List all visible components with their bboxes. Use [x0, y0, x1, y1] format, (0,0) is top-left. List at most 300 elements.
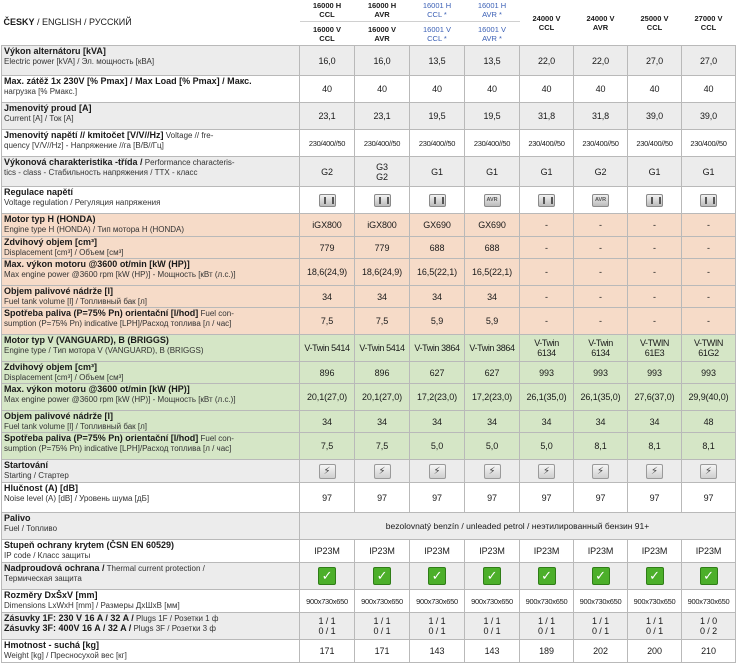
value-cell: 627 [410, 362, 465, 384]
value-cell [628, 563, 682, 590]
row-label [2, 335, 300, 362]
value-cell: 1 / 0 0 / 2 [682, 613, 736, 640]
table-row [2, 103, 736, 130]
row-label-line [4, 484, 297, 494]
checkmark-icon: ✓ [592, 567, 610, 585]
value-cell: - [520, 286, 574, 308]
row-label-inline: Fuel con- [198, 309, 234, 318]
row-label-sub: Weight [kg] / Пресносухой вес [кг] [4, 650, 127, 660]
value-cell: V-Twin 6134 [520, 335, 574, 362]
value-cell: 7,5 [355, 433, 410, 460]
row-label-line [4, 104, 297, 114]
value-cell: 34 [355, 286, 410, 308]
value-cell: 23,1 [300, 103, 355, 130]
recoil-start-icon: ⚡ [700, 464, 717, 479]
value-cell [355, 187, 410, 214]
value-cell: 1 / 1 0 / 1 [465, 613, 520, 640]
value-cell: 22,0 [574, 46, 628, 76]
value-cell: 5,0 [410, 433, 465, 460]
avr-icon: AVR [484, 194, 501, 207]
row-label-sub: Displacement [cm³] / Объем [см³] [4, 372, 124, 382]
model-name-h: 16000 H AVR [355, 0, 410, 22]
value-cell: 97 [682, 483, 736, 513]
value-cell: 210 [682, 640, 736, 663]
value-cell: V-Twin 3864 [465, 335, 520, 362]
checkmark-icon: ✓ [428, 567, 446, 585]
value-cell: 40 [682, 76, 736, 103]
row-label [2, 563, 300, 590]
row-label-sub: Fuel tank volume [l] / Топливный бак [л] [4, 421, 148, 431]
value-cell: 20,1(27,0) [355, 384, 410, 411]
value-cell: 34 [410, 286, 465, 308]
value-cell [465, 460, 520, 483]
value-cell: - [574, 286, 628, 308]
value-cell: V-Twin 5414 [355, 335, 410, 362]
row-label-line [4, 591, 297, 601]
column-header [300, 0, 355, 46]
value-cell [410, 563, 465, 590]
row-label-main: Spotřeba paliva (P=75% Pn) orientační [l/hod] [4, 433, 199, 443]
value-cell: 97 [410, 483, 465, 513]
voltage-regulation-icon [319, 194, 336, 207]
row-label-line [4, 47, 297, 57]
value-cell: 627 [465, 362, 520, 384]
value-cell: 31,8 [520, 103, 574, 130]
row-label [2, 130, 300, 157]
row-label-sub: Current [A] / Ток [A] [4, 113, 74, 123]
row-label [2, 237, 300, 259]
row-label-main: Jmenovitý proud [A] [4, 103, 92, 113]
value-cell: 7,5 [355, 308, 410, 335]
model-name-v: 24000 V CCL [532, 14, 561, 32]
voltage-regulation-icon [374, 194, 391, 207]
value-cell: IP23M [410, 540, 465, 563]
table-row [2, 46, 736, 76]
value-cell: 5,9 [410, 308, 465, 335]
regulator-bars-icon [651, 197, 661, 204]
row-label-line [4, 385, 297, 395]
voltage-regulation-icon [646, 194, 663, 207]
value-cell: 171 [355, 640, 410, 663]
value-cell [300, 460, 355, 483]
value-cell: 34 [465, 411, 520, 433]
value-cell: 1 / 1 0 / 1 [300, 613, 355, 640]
value-cell: - [628, 237, 682, 259]
value-cell: 230/400//50 [682, 130, 736, 157]
value-cell: 40 [410, 76, 465, 103]
value-cell: 688 [410, 237, 465, 259]
row-label-main: Hmotnost - suchá [kg] [4, 640, 100, 650]
recoil-start-icon: ⚡ [484, 464, 501, 479]
row-label-line [4, 215, 297, 225]
row-label-main: Startování [4, 460, 49, 470]
row-label-main: Stupeň ochrany krytem (ČSN EN 60529) [4, 540, 175, 550]
recoil-start-icon: ⚡ [592, 464, 609, 479]
row-label-main: Zdvihový objem [cm³] [4, 237, 98, 247]
checkmark-icon: ✓ [646, 567, 664, 585]
value-cell: 34 [300, 286, 355, 308]
value-cell: 143 [465, 640, 520, 663]
row-label-inline: Performance characteris- [142, 158, 235, 167]
value-cell: 171 [300, 640, 355, 663]
value-cell: 230/400//50 [628, 130, 682, 157]
row-label [2, 286, 300, 308]
table-row [2, 308, 736, 335]
value-cell: 1 / 1 0 / 1 [574, 613, 628, 640]
value-cell: - [520, 308, 574, 335]
row-label-line [4, 260, 297, 270]
regulator-bars-icon [705, 197, 715, 204]
value-cell: 8,1 [574, 433, 628, 460]
value-cell: IP23M [682, 540, 736, 563]
row-label-line [4, 564, 297, 574]
value-cell: 97 [520, 483, 574, 513]
value-cell: 34 [520, 411, 574, 433]
column-header [574, 0, 628, 46]
value-cell: 13,5 [465, 46, 520, 76]
row-label [2, 483, 300, 513]
row-label-sub: Engine type / Тип мотора V (VANGUARD), B (BRIGGS) [4, 345, 204, 355]
value-cell: 40 [574, 76, 628, 103]
value-cell: 97 [628, 483, 682, 513]
value-cell: 40 [465, 76, 520, 103]
column-header [682, 0, 736, 46]
checkmark-icon: ✓ [318, 567, 336, 585]
value-cell: 1 / 1 0 / 1 [355, 613, 410, 640]
value-cell: 993 [574, 362, 628, 384]
value-cell: - [574, 214, 628, 237]
value-cell: V-TWIN 61E3 [628, 335, 682, 362]
value-cell [520, 187, 574, 214]
model-name-h: 16000 H CCL [300, 0, 355, 22]
value-cell: - [682, 214, 736, 237]
value-cell: - [574, 237, 628, 259]
value-cell [520, 460, 574, 483]
lang-rest: / ENGLISH / РУССКИЙ [34, 17, 132, 27]
value-cell: - [628, 286, 682, 308]
column-header [520, 0, 574, 46]
row-label-line [4, 238, 297, 248]
value-cell: - [682, 286, 736, 308]
row-label-main: Výkon alternátoru [kVA] [4, 46, 106, 56]
row-label [2, 308, 300, 335]
value-cell: V-TWIN 61G2 [682, 335, 736, 362]
voltage-regulation-icon [538, 194, 555, 207]
value-cell: 230/400//50 [574, 130, 628, 157]
row-label-inline: Plugs 3F / Розетки 3 ф [131, 623, 216, 633]
recoil-start-icon: ⚡ [319, 464, 336, 479]
table-row [2, 513, 736, 540]
table-row [2, 590, 736, 613]
value-cell: 48 [682, 411, 736, 433]
value-cell: 230/400//50 [465, 130, 520, 157]
row-label-main: Palivo [4, 513, 31, 523]
value-cell: 5,9 [465, 308, 520, 335]
table-row [2, 411, 736, 433]
row-label-line [4, 309, 297, 319]
value-cell: 20,1(27,0) [300, 384, 355, 411]
row-label-main: Objem palivové nádrže [l] [4, 411, 114, 421]
voltage-regulation-icon [429, 194, 446, 207]
row-label [2, 540, 300, 563]
value-cell: 900x730x650 [682, 590, 736, 613]
value-cell: 16,5(22,1) [410, 259, 465, 286]
value-cell: - [682, 237, 736, 259]
row-label [2, 214, 300, 237]
value-cell: 97 [574, 483, 628, 513]
model-name-v: 16001 V AVR * [478, 25, 506, 43]
value-cell: 779 [355, 237, 410, 259]
value-cell: 7,5 [300, 433, 355, 460]
value-cell: 40 [355, 76, 410, 103]
value-cell [574, 563, 628, 590]
row-label-main: Jmenovitý napětí // kmitočet [V/V//Hz] [4, 130, 164, 140]
row-label-main: Zdvihový objem [cm³] [4, 362, 98, 372]
row-label [2, 460, 300, 483]
model-name-v: 24000 V AVR [586, 14, 615, 32]
row-label-line [4, 624, 297, 634]
row-label-line [4, 641, 297, 651]
row-label-main: Spotřeba paliva (P=75% Pn) orientační [l/hod] [4, 308, 199, 318]
value-cell [300, 187, 355, 214]
value-cell: 900x730x650 [465, 590, 520, 613]
value-cell: 31,8 [574, 103, 628, 130]
value-cell: V-Twin 3864 [410, 335, 465, 362]
value-cell: IP23M [355, 540, 410, 563]
recoil-start-icon: ⚡ [646, 464, 663, 479]
value-cell [410, 187, 465, 214]
model-name-v: 16000 V AVR [368, 25, 396, 43]
row-label-main: Zásuvky 1F: 230 V 16 A / 32 A / [4, 613, 134, 623]
table-row [2, 130, 736, 157]
value-cell: - [520, 237, 574, 259]
table-row [2, 214, 736, 237]
table-row [2, 460, 736, 483]
model-name-h: 16001 H AVR * [465, 0, 520, 22]
value-cell: - [574, 259, 628, 286]
table-row [2, 540, 736, 563]
row-label [2, 613, 300, 640]
row-label-line [4, 77, 297, 87]
value-cell: G1 [465, 157, 520, 187]
value-cell [410, 460, 465, 483]
row-label-main: Regulace napětí [4, 187, 74, 197]
value-cell: 189 [520, 640, 574, 663]
value-cell: 97 [355, 483, 410, 513]
value-cell: - [682, 259, 736, 286]
table-row [2, 335, 736, 362]
value-cell: G1 [628, 157, 682, 187]
row-label-main: Max. výkon motoru @3600 ot/min [kW (HP)] [4, 384, 190, 394]
checkmark-icon: ✓ [538, 567, 556, 585]
value-cell: 40 [520, 76, 574, 103]
value-cell [465, 563, 520, 590]
value-cell: 27,0 [682, 46, 736, 76]
recoil-start-icon: ⚡ [374, 464, 391, 479]
value-cell: IP23M [574, 540, 628, 563]
table-row [2, 563, 736, 590]
value-cell: 1 / 1 0 / 1 [628, 613, 682, 640]
row-label-sub: Starting / Стартер [4, 470, 69, 480]
value-cell: 39,0 [682, 103, 736, 130]
row-label-sub: sumption (P=75% Pn) indicative [LPH]/Расход топлива [л / час] [4, 443, 232, 453]
row-label-main: Nadproudová ochrana / [4, 563, 105, 573]
row-label-sub: Dimensions LxWxH [mm] / Размеры ДxШxВ [мм] [4, 600, 180, 610]
value-cell: 40 [628, 76, 682, 103]
value-cell: - [520, 259, 574, 286]
row-label-main: Motor typ V (VANGUARD), B (BRIGGS) [4, 335, 169, 345]
row-label-line [4, 541, 297, 551]
value-cell: G2 [300, 157, 355, 187]
value-cell: 230/400//50 [355, 130, 410, 157]
recoil-start-icon: ⚡ [538, 464, 555, 479]
value-cell [628, 460, 682, 483]
row-label-line [4, 434, 297, 444]
column-header [628, 0, 682, 46]
value-cell: 200 [628, 640, 682, 663]
value-cell: - [682, 308, 736, 335]
row-label [2, 187, 300, 214]
table-row [2, 157, 736, 187]
value-cell: V-Twin 6134 [574, 335, 628, 362]
table-row [2, 483, 736, 513]
row-label-sub: Engine type H (HONDA) / Тип мотора H (HONDA) [4, 224, 185, 234]
model-name-v: 16000 V CCL [313, 25, 341, 43]
row-label-main: Výkonová charakteristika -třída / [4, 157, 143, 167]
table-row [2, 384, 736, 411]
language-header [2, 0, 300, 46]
row-label-line [4, 131, 297, 141]
value-cell: 18,6(24,9) [300, 259, 355, 286]
value-cell: - [628, 308, 682, 335]
row-label-line [4, 158, 297, 168]
value-cell: 230/400//50 [300, 130, 355, 157]
voltage-regulation-icon [700, 194, 717, 207]
model-name-h: 16001 H CCL * [410, 0, 465, 22]
table-row [2, 613, 736, 640]
value-cell: - [520, 214, 574, 237]
row-label-sub: IP code / Класс защиты [4, 550, 91, 560]
row-label-sub: Fuel tank volume [l] / Топливный бак [л] [4, 296, 148, 306]
table-row [2, 640, 736, 663]
value-cell [300, 563, 355, 590]
value-cell: 993 [520, 362, 574, 384]
value-cell: 13,5 [410, 46, 465, 76]
value-cell: G3 G2 [355, 157, 410, 187]
value-cell: iGX800 [355, 214, 410, 237]
value-cell: 39,0 [628, 103, 682, 130]
row-label-inline: Fuel con- [198, 434, 234, 443]
fuel-value: bezolovnatý benzín / unleaded petrol / неэтилированный бензин 91+ [300, 513, 736, 540]
value-cell: 17,2(23,0) [465, 384, 520, 411]
row-label-sub: Voltage regulation / Регуляция напряжения [4, 197, 161, 207]
value-cell: 16,0 [355, 46, 410, 76]
value-cell: 23,1 [355, 103, 410, 130]
spec-table [1, 0, 736, 663]
row-label [2, 157, 300, 187]
value-cell: IP23M [628, 540, 682, 563]
model-name-v: 27000 V CCL [694, 14, 723, 32]
row-label-main: Rozměry DxŠxV [mm] [4, 590, 98, 600]
row-label [2, 433, 300, 460]
row-label-sub: Electric power [kVA] / Эл. мощность [кВА] [4, 56, 155, 66]
value-cell: 19,5 [465, 103, 520, 130]
value-cell: 5,0 [520, 433, 574, 460]
value-cell: 27,0 [628, 46, 682, 76]
value-cell [574, 460, 628, 483]
value-cell: - [628, 259, 682, 286]
row-label [2, 103, 300, 130]
row-label [2, 411, 300, 433]
column-header [355, 0, 410, 46]
value-cell: 97 [465, 483, 520, 513]
value-cell [465, 187, 520, 214]
row-label [2, 640, 300, 663]
value-cell: 1 / 1 0 / 1 [520, 613, 574, 640]
value-cell [682, 460, 736, 483]
value-cell: 143 [410, 640, 465, 663]
row-label-line [4, 287, 297, 297]
value-cell: 97 [300, 483, 355, 513]
value-cell: - [574, 308, 628, 335]
table-row [2, 187, 736, 214]
value-cell [355, 460, 410, 483]
value-cell: 7,5 [300, 308, 355, 335]
value-cell: 230/400//50 [410, 130, 465, 157]
value-cell: 27,6(37,0) [628, 384, 682, 411]
row-label-sub: Max engine power @3600 rpm [kW (HP)] - Мощность [кВт (л.с.)] [4, 394, 236, 404]
value-cell: 230/400//50 [520, 130, 574, 157]
value-cell [628, 187, 682, 214]
row-label [2, 384, 300, 411]
row-label-line [4, 461, 297, 471]
value-cell: V-Twin 5414 [300, 335, 355, 362]
value-cell: IP23M [465, 540, 520, 563]
value-cell: 900x730x650 [574, 590, 628, 613]
value-cell: G1 [520, 157, 574, 187]
value-cell: 34 [574, 411, 628, 433]
value-cell: 8,1 [628, 433, 682, 460]
row-label-sub: нагрузка [% Pмакс.] [4, 86, 78, 96]
value-cell [355, 563, 410, 590]
value-cell: 40 [300, 76, 355, 103]
regulator-bars-icon [379, 197, 389, 204]
model-name-v: 16001 V CCL * [423, 25, 451, 43]
regulator-bars-icon [543, 197, 553, 204]
value-cell: 34 [355, 411, 410, 433]
value-cell: 19,5 [410, 103, 465, 130]
value-cell: 896 [300, 362, 355, 384]
table-row [2, 237, 736, 259]
value-cell: 900x730x650 [520, 590, 574, 613]
value-cell: 900x730x650 [300, 590, 355, 613]
value-cell: 34 [628, 411, 682, 433]
checkmark-icon: ✓ [700, 567, 718, 585]
value-cell: 8,1 [682, 433, 736, 460]
table-row [2, 76, 736, 103]
value-cell: iGX800 [300, 214, 355, 237]
row-label [2, 362, 300, 384]
value-cell: 900x730x650 [410, 590, 465, 613]
row-label-main: Motor typ H (HONDA) [4, 214, 96, 224]
value-cell: G1 [410, 157, 465, 187]
value-cell [682, 563, 736, 590]
value-cell: 16,0 [300, 46, 355, 76]
value-cell: 896 [355, 362, 410, 384]
row-label-main: Zásuvky 3F: 400V 16 A / 32 A / [4, 622, 132, 633]
value-cell: 17,2(23,0) [410, 384, 465, 411]
row-label-inline: Thermal current protection / [104, 564, 205, 573]
